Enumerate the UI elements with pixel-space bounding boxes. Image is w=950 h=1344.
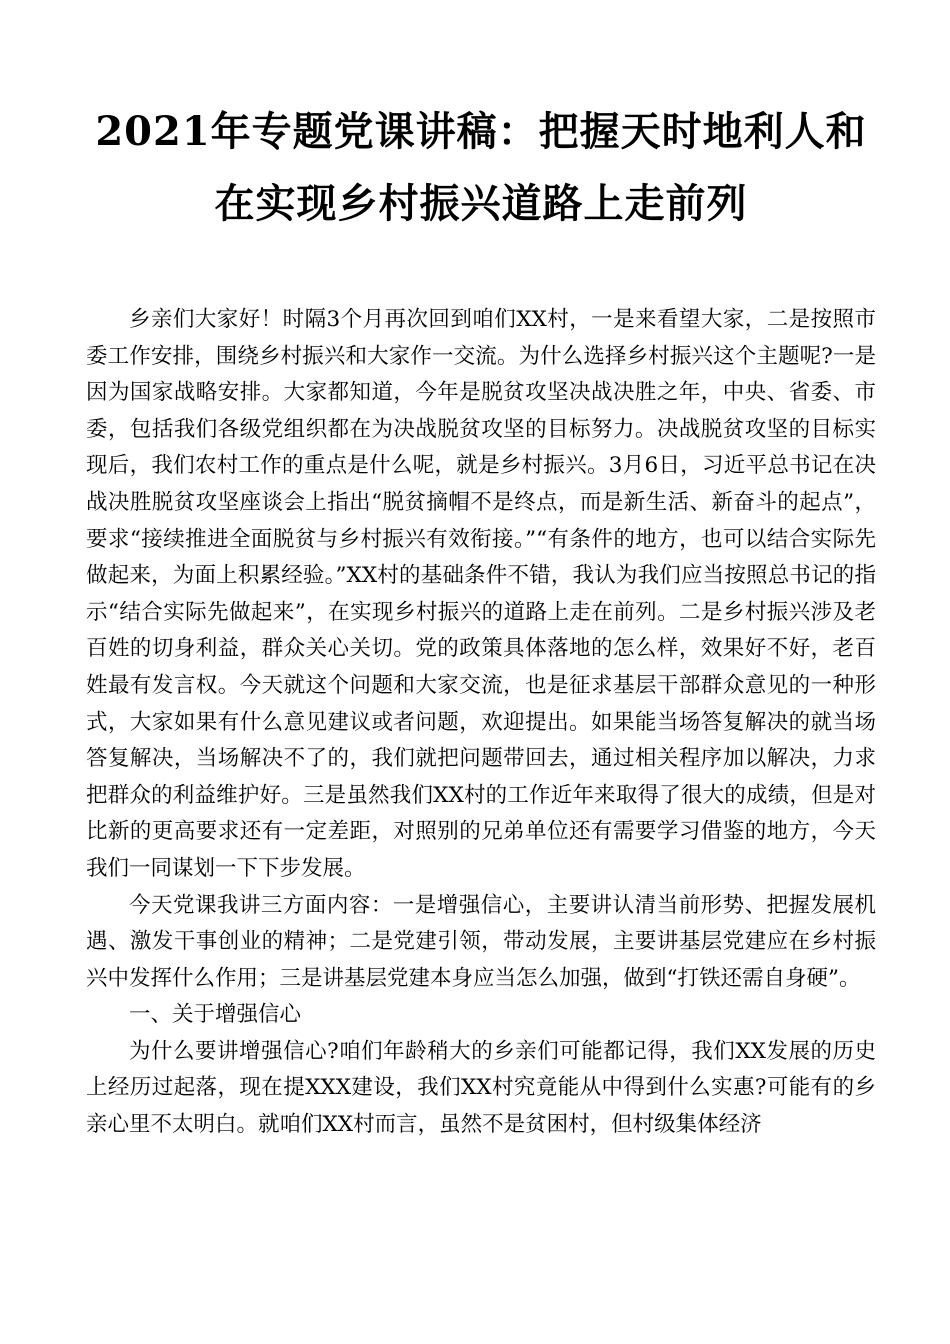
section-heading-confidence: 一、关于增强信心 <box>129 1002 302 1028</box>
document-body <box>86 302 876 1144</box>
title-line-2: 在实现乡村振兴道路上走前列 <box>214 180 748 227</box>
paragraph-intro: 乡亲们大家好！时隔3个月再次回到咱们XX村，一是来看望大家，二是按照市委工作安排，围绕乡村振兴和大家作一交流。为什么选择乡村振兴这个主题呢?一是因为国家战略安排。大家都知道，今年是脱贫攻坚决战决胜之年，中央、省委、市委，包括我们各级党组织都在为决战脱贫攻坚的目标努力。决战脱贫攻坚的目标实现后，我们农村工作的重点是什么呢，就是乡村振兴。3月6日，习近平总书记在决战决胜脱贫攻坚座谈会上指出“脱贫摘帽不是终点，而是新生活、新奋斗的起点”，要求“接续推进全面脱贫与乡村振兴有效衔接。”“有条件的地方，也可以结合实际先做起来，为面上积累经验。”XX村的基础条件不错，我认为我们应当按照总书记的指示“结合实际先做起来”，在实现乡村振兴的道路上走在前列。二是乡村振兴涉及老百姓的切身利益，群众关心关切。党的政策具体落地的怎么样，效果好不好，老百姓最有发言权。今天就这个问题和大家交流，也是征求基层干部群众意见的一种形式，大家如果有什么意见建议或者问题，欢迎提出。如果能当场答复解决的就当场答复解决，当场解决不了的，我们就把问题带回去，通过相关程序加以解决，力求把群众的利益维护好。三是虽然我们XX村的工作近年来取得了很大的成绩，但是对比新的更高要求还有一定差距，对照别的兄弟单位还有需要学习借鉴的地方，今天我们一同谋划一下下步发展。 <box>86 307 876 881</box>
document-page <box>86 96 876 1144</box>
title-line-1: 2021年专题党课讲稿：把握天时地利人和 <box>95 108 867 155</box>
paragraph-confidence: 为什么要讲增强信心?咱们年龄稍大的乡亲们可能都记得，我们XX发展的历史上经历过起落，现在提XXX建设，我们XX村究竟能从中得到什么实惠?可能有的乡亲心里不太明白。就咱们XX村而言，虽然不是贫困村，但村级集体经济 <box>86 1038 876 1138</box>
document-title <box>86 96 876 240</box>
paragraph-outline: 今天党课我讲三方面内容：一是增强信心，主要讲认清当前形势、把握发展机遇、激发干事创业的精神；二是党建引领，带动发展，主要讲基层党建应在乡村振兴中发挥什么作用；三是讲基层党建本身应当怎么加强，做到“打铁还需自身硬”。 <box>86 892 876 991</box>
